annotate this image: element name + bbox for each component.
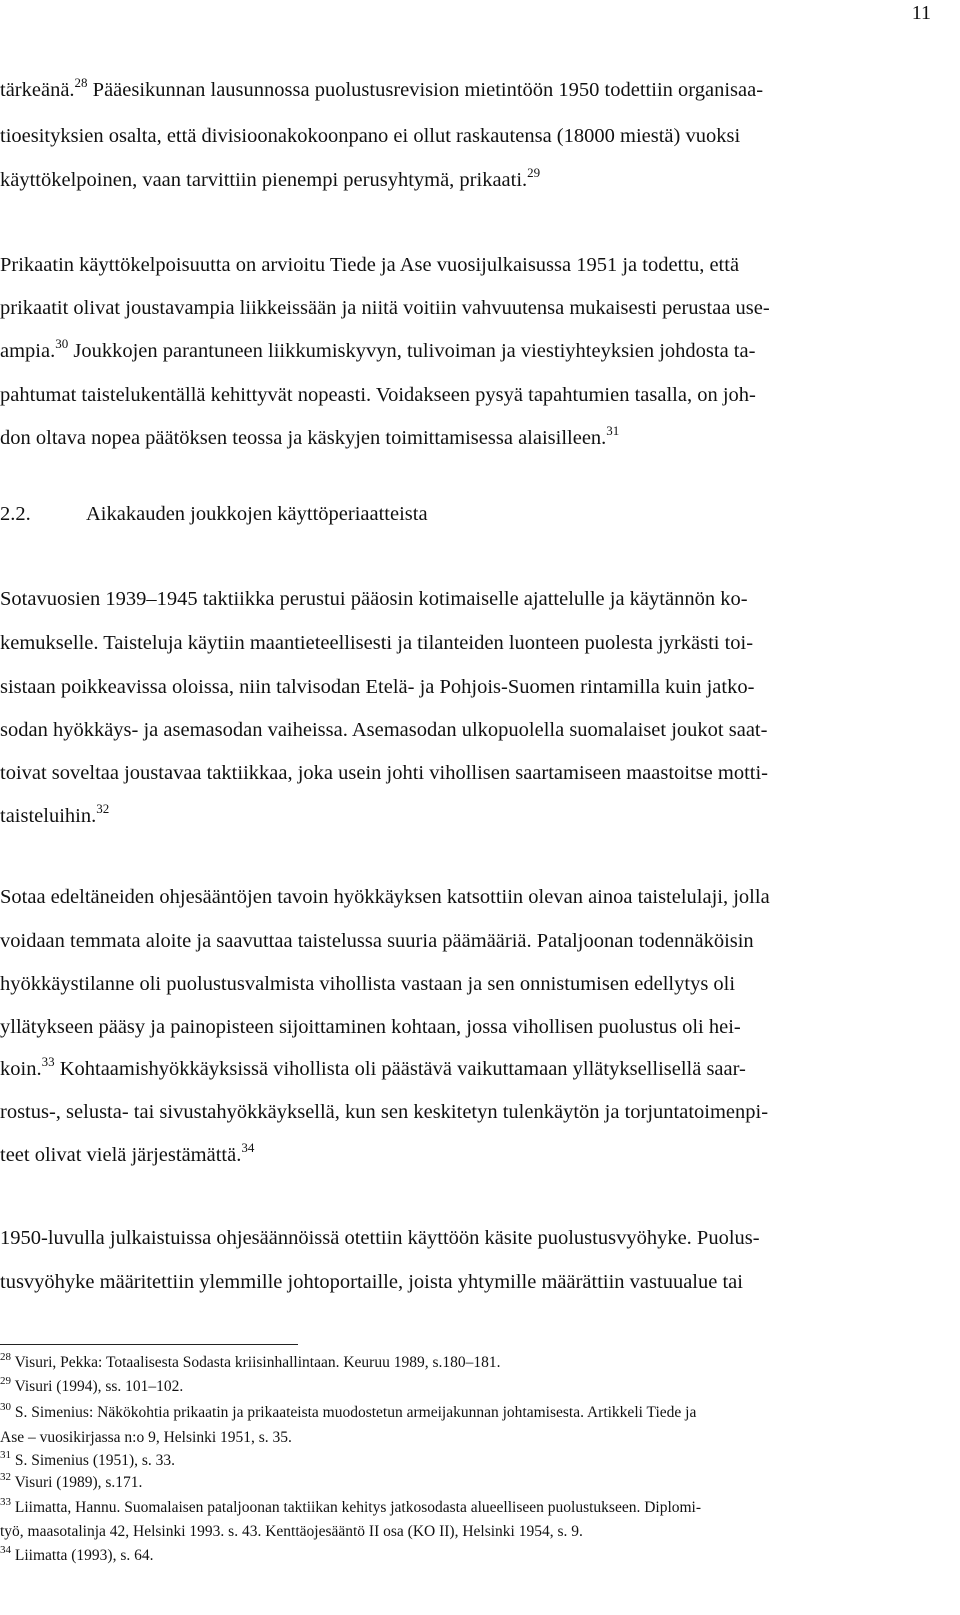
text-span: tioesityksien osalta, että divisioonakokoonpano ei ollut raskautensa (18000 miestä) vuoksi (0, 125, 741, 147)
footnote-line (0, 1524, 583, 1540)
footnote-ref: 31 (606, 423, 620, 438)
footnote-text: työ, maasotalinja 42, Helsinki 1993. s. 43. Kenttäojesääntö II osa (KO II), Helsinki 1954, s. 9. (0, 1523, 583, 1540)
footnote-number: 33 (0, 1496, 11, 1508)
text-line (0, 1102, 768, 1123)
text-span: 1950-luvulla julkaistuissa ohjesäännöissä otettiin käyttöön käsite puolustusvyöhyke. Puolus- (0, 1227, 760, 1249)
text-line (0, 763, 768, 784)
text-span: don oltava nopea päätöksen teossa ja käskyjen toimittamisessa alaisilleen. (0, 427, 607, 449)
text-span: koin. (0, 1058, 42, 1080)
text-span: sodan hyökkäys- ja asemasodan vaiheissa. Asemasodan ulkopuolella suomalaiset joukot saat- (0, 719, 768, 741)
footnote-number: 30 (0, 1401, 11, 1413)
footnote-line (0, 1351, 501, 1371)
text-span: hyökkäystilanne oli puolustusvalmista vihollista vastaan ja sen onnistumisen edellytys oli (0, 973, 736, 995)
text-span: Kohtaamishyökkäyksissä vihollista oli päästävä vaikuttamaan yllätyksellisellä saar- (54, 1058, 746, 1080)
text-span: teet olivat vielä järjestämättä. (0, 1144, 242, 1166)
footnote-line (0, 1375, 184, 1395)
section-heading (0, 503, 428, 526)
text-span: Pääesikunnan lausunnossa puolustusrevision mietintöön 1950 todettiin organisaa- (87, 79, 764, 101)
footnote-ref: 28 (74, 75, 88, 90)
section-title: Aikakauden joukkojen käyttöperiaatteista (86, 503, 428, 525)
page-number: 11 (911, 2, 931, 24)
text-line (0, 1140, 255, 1166)
text-line (0, 126, 740, 147)
footnote-ref: 32 (96, 801, 110, 816)
section-number: 2.2. (0, 503, 31, 525)
footnote-line (0, 1430, 292, 1446)
footnote-text: S. Simenius: Näkökohtia prikaatin ja prikaateista muodostetun armeijakunnan johtamisesta. Artikkeli Tiede ja (11, 1404, 697, 1421)
footnote-number: 29 (0, 1375, 11, 1387)
text-line (0, 336, 756, 362)
footnote-line (0, 1471, 143, 1491)
text-span: pahtumat taistelukentällä kehittyvät nopeasti. Voidakseen pysyä tapahtumien tasalla, on joh- (0, 384, 756, 406)
text-line (0, 1272, 743, 1293)
footnote-number: 28 (0, 1351, 11, 1363)
text-line (0, 423, 620, 449)
text-span: tusvyöhyke määritettiin ylemmille johtoportaille, joista yhtymille määrättiin vastuualue tai (0, 1271, 743, 1293)
text-span: kemukselle. Taisteluja käytiin maantieteellisesti ja tilanteiden luonteen puolesta jyrkästi toi- (0, 632, 754, 654)
footnote-line (0, 1401, 697, 1421)
text-line (0, 801, 110, 827)
footnote-separator (0, 1344, 298, 1345)
footnote-ref: 30 (55, 336, 69, 351)
text-span: yllätykseen pääsy ja painopisteen sijoittaminen kohtaan, jossa vihollisen puolustus oli hei- (0, 1016, 741, 1038)
text-line (0, 633, 753, 654)
footnote-line (0, 1496, 702, 1516)
footnote-line (0, 1544, 154, 1564)
text-span: tärkeänä. (0, 79, 75, 101)
footnote-ref: 29 (527, 165, 541, 180)
text-line (0, 931, 754, 952)
text-line (0, 1017, 741, 1038)
text-span: Prikaatin käyttökelpoisuutta on arvioitu Tiede ja Ase vuosijulkaisussa 1951 ja todettu, että (0, 254, 740, 276)
text-line (0, 298, 770, 319)
footnote-text: Visuri (1994), ss. 101–102. (11, 1378, 184, 1395)
text-span: Sotavuosien 1939–1945 taktiikka perustui pääosin kotimaiselle ajattelulle ja käytännön ko- (0, 588, 748, 610)
text-span: voidaan temmata aloite ja saavuttaa taistelussa suuria päämääriä. Pataljoonan todennäköisin (0, 930, 754, 952)
text-line (0, 255, 739, 276)
text-line (0, 720, 767, 741)
text-line (0, 589, 748, 610)
text-span: sistaan poikkeavissa oloissa, niin talvisodan Etelä- ja Pohjois-Suomen rintamilla kuin jatko- (0, 676, 755, 698)
text-line (0, 974, 735, 995)
text-span: ampia. (0, 340, 56, 362)
footnote-number: 34 (0, 1544, 11, 1556)
text-line (0, 75, 764, 101)
footnote-line (0, 1449, 176, 1469)
footnote-text: Ase – vuosikirjassa n:o 9, Helsinki 1951, s. 35. (0, 1429, 292, 1446)
text-line (0, 677, 754, 698)
footnote-text: S. Simenius (1951), s. 33. (11, 1452, 176, 1469)
text-span: prikaatit olivat joustavampia liikkeissään ja niitä voitiin vahvuutensa mukaisesti perustaa use- (0, 297, 770, 319)
text-line (0, 165, 541, 191)
text-span: rostus-, selusta- tai sivustahyökkäyksellä, kun sen keskitetyn tulenkäytön ja torjuntatoimenpi- (0, 1101, 769, 1123)
text-line (0, 887, 770, 908)
footnote-number: 31 (0, 1449, 11, 1461)
footnote-number: 32 (0, 1471, 11, 1483)
footnote-ref: 34 (241, 1140, 255, 1155)
footnote-text: Liimatta (1993), s. 64. (11, 1547, 154, 1564)
footnote-text: Visuri, Pekka: Totaalisesta Sodasta kriisinhallintaan. Keuruu 1989, s.180–181. (11, 1354, 501, 1371)
text-span: taisteluihin. (0, 805, 97, 827)
text-span: käyttökelpoinen, vaan tarvittiin pienempi perusyhtymä, prikaati. (0, 169, 528, 191)
text-line (0, 385, 756, 406)
text-line (0, 1228, 760, 1249)
footnote-ref: 33 (41, 1054, 55, 1069)
text-span: Joukkojen parantuneen liikkumiskyvyn, tulivoiman ja viestiyhteyksien johdosta ta- (68, 340, 756, 362)
text-span: toivat soveltaa joustavaa taktiikkaa, joka usein johti vihollisen saartamiseen maastoitse motti- (0, 762, 768, 784)
footnote-text: Liimatta, Hannu. Suomalaisen pataljoonan taktiikan kehitys jatkosodasta alueelliseen puolustukseen. Diplomi- (11, 1499, 702, 1516)
text-span: Sotaa edeltäneiden ohjesääntöjen tavoin hyökkäyksen katsottiin olevan ainoa taistelulaji, jolla (0, 886, 770, 908)
text-line (0, 1054, 746, 1080)
footnote-text: Visuri (1989), s.171. (11, 1474, 143, 1491)
